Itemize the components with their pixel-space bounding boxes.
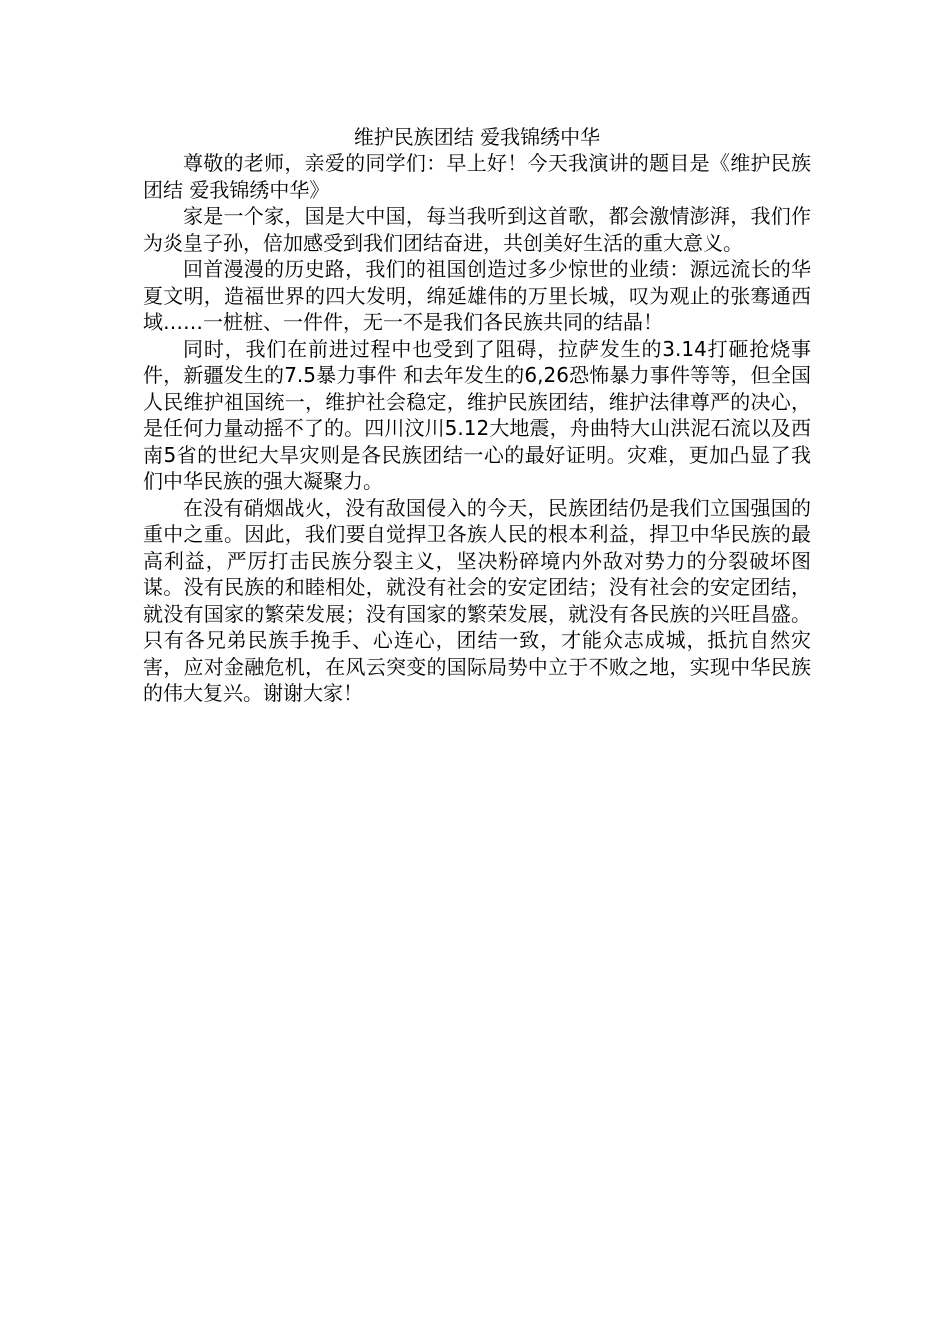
paragraph-conclusion: 在没有硝烟战火，没有敌国侵入的今天，民族团结仍是我们立国强国的重中之重。因此，我们要自觉捍卫各族人民的根本利益，捍卫中华民族的最高利益，严厉打击民族分裂主义，坚决粉碎境内外敌对势力的分裂破坏图谋。没有民族的和睦相处，就没有社会的安定团结；没有社会的安定团结，就没有国家的繁荣发展；没有国家的繁荣发展，就没有各民族的兴旺昌盛。只有各兄弟民族手挽手、心连心，团结一致，才能众志成城，抵抗自然灾害，应对金融危机，在风云突变的国际局势中立于不败之地，实现中华民族的伟大复兴。谢谢大家！ <box>143 495 811 705</box>
paragraph-greeting: 尊敬的老师，亲爱的同学们：早上好！今天我演讲的题目是《维护民族团结 爱我锦绣中华》 <box>143 151 811 202</box>
paragraph-challenges: 同时，我们在前进过程中也受到了阻碍，拉萨发生的3.14打砸抢烧事件，新疆发生的7.5暴力事件 和去年发生的6,26恐怖暴力事件等等，但全国人民维护祖国统一，维护社会稳定，维护民族团结，维护法律尊严的决心，是任何力量动摇不了的。四川汶川5.12大地震，舟曲特大山洪泥石流以及西南5省的世纪大旱灾则是各民族团结一心的最好证明。灾难，更加凸显了我们中华民族的强大凝聚力。 <box>143 336 811 493</box>
document-page <box>143 124 811 707</box>
paragraph-family-nation: 家是一个家，国是大中国，每当我听到这首歌，都会激情澎湃，我们作为炎皇子孙，倍加感受到我们团结奋进，共创美好生活的重大意义。 <box>143 204 811 255</box>
paragraph-history: 回首漫漫的历史路，我们的祖国创造过多少惊世的业绩：源远流长的华夏文明，造福世界的四大发明，绵延雄伟的万里长城，叹为观止的张骞通西域……一桩桩、一件件，无一不是我们各民族共同的结晶！ <box>143 257 811 334</box>
document-title: 维护民族团结 爱我锦绣中华 <box>353 125 601 149</box>
